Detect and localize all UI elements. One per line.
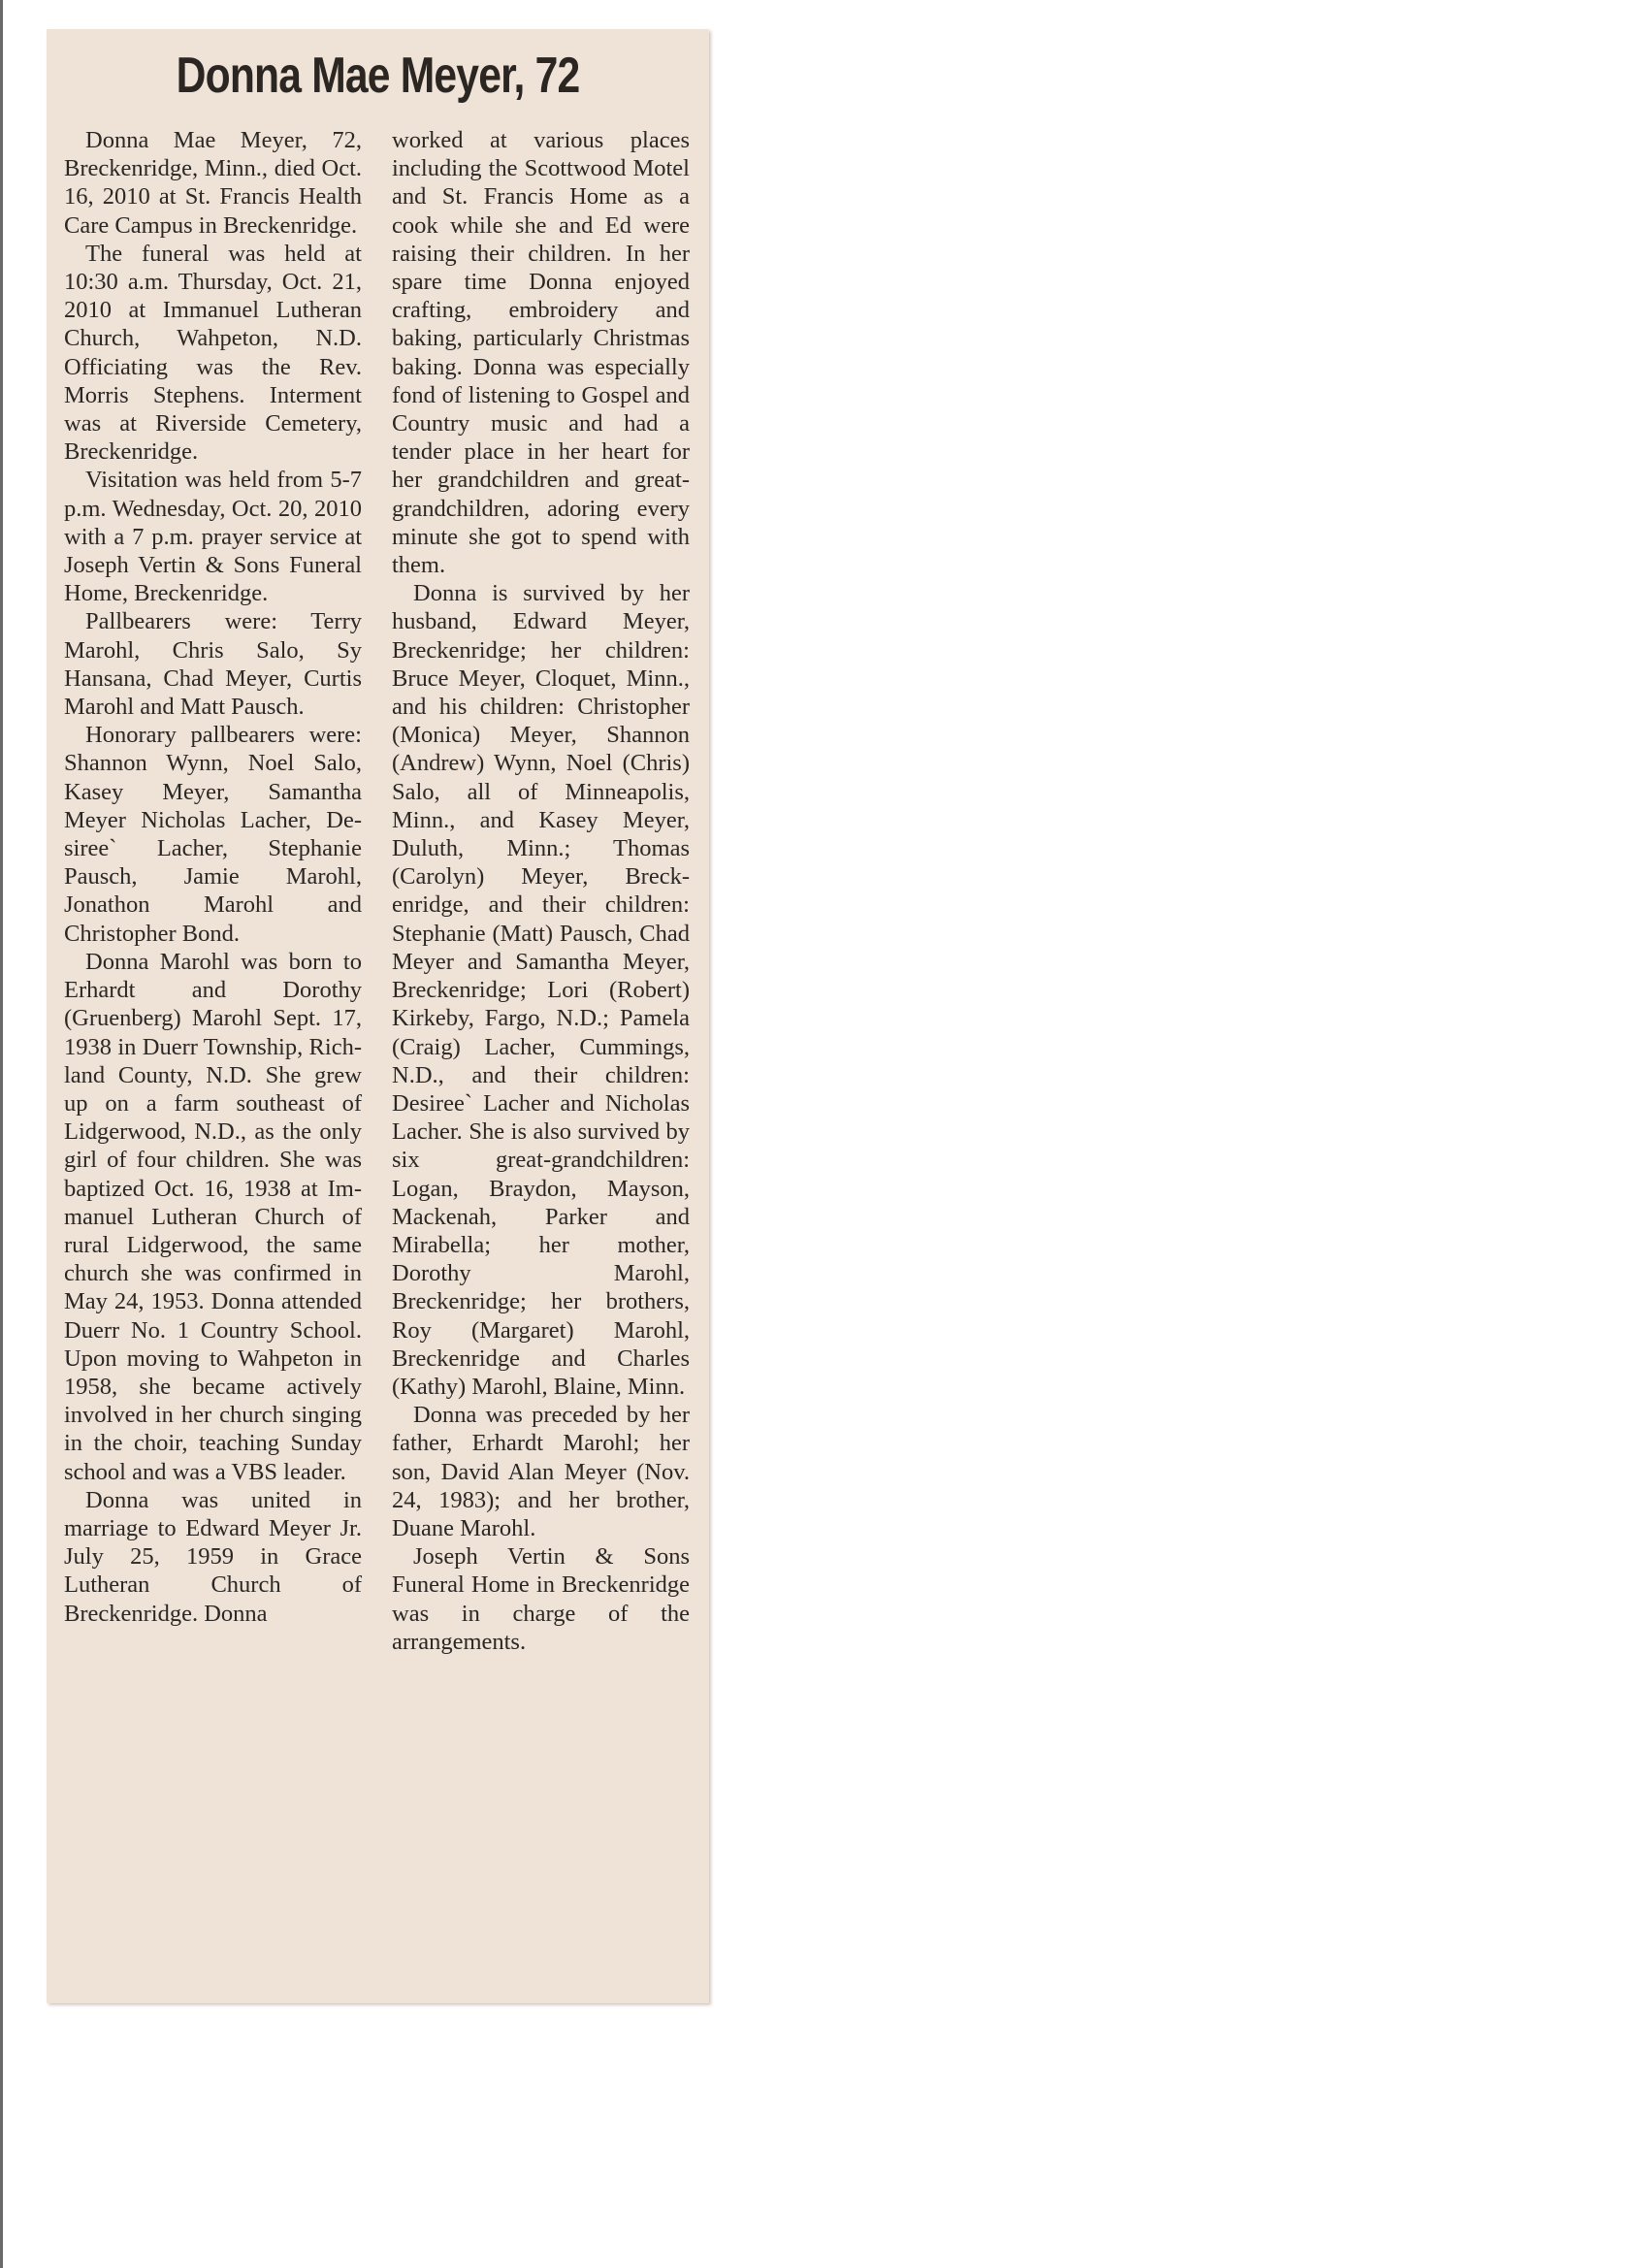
column-left	[64, 126, 362, 1656]
paragraph: Donna Marohl was born to Erhardt and Dorothy (Gruenberg) Marohl Sept. 17, 1938 in Duerr Township, Richland County, N.D. She grew up on a farm southeast of Lidgerwood, N.D., as the only girl of four children. She was baptized Oct. 16, 1938 at Immanuel Lutheran Church of rural Lidgerwood, the same church she was confirmed in May 24, 1953. Donna attended Duerr No. 1 Country School. Upon moving to Wahpeton in 1958, she became actively involved in her church singing in the choir, teaching Sunday school and was a VBS leader.	[64, 948, 362, 1485]
paragraph: Donna is survived by her husband, Edward Meyer, Breckenridge; her children: Bruce Meyer, Cloquet, Minn., and his children: Christopher (Monica) Meyer, Shannon (Andrew) Wynn, Noel (Chris) Salo, all of Minneapolis, Minn., and Kasey Meyer, Duluth, Minn.; Thomas (Carolyn) Meyer, Breckenridge, and their children: Stephanie (Matt) Pausch, Chad Meyer and Samantha Meyer, Breckenridge; Lori (Robert) Kirkeby, Fargo, N.D.; Pamela (Craig) Lacher, Cummings, N.D., and their children: Desiree` Lacher and Nicholas Lacher. She is also survived by six great-grandchildren: Logan, Braydon, Mayson, Mackenah, Parker and Mirabella; her mother, Dorothy Marohl, Breckenridge; her brothers, Roy (Margaret) Marohl, Breckenridge and Charles (Kathy) Marohl, Blaine, Minn.	[392, 580, 690, 1400]
newspaper-clipping	[47, 29, 709, 2003]
text-columns	[47, 126, 709, 1656]
paragraph: Pallbearers were: Terry Marohl, Chris Salo, Sy Hansana, Chad Meyer, Curtis Marohl and Matt Pausch.	[64, 608, 362, 721]
paragraph: Honorary pallbearers were: Shannon Wynn, Noel Salo, Kasey Meyer, Samantha Meyer Nicholas Lacher, Desiree` Lacher, Stephanie Pausch, Jamie Marohl, Jonathon Marohl and Christopher Bond.	[64, 722, 362, 947]
paragraph: Donna was united in marriage to Edward Meyer Jr. July 25, 1959 in Grace Lutheran Church of Breckenridge. Donna	[64, 1486, 362, 1627]
paragraph: Donna Mae Meyer, 72, Breckenridge, Minn., died Oct. 16, 2010 at St. Francis Health Care Campus in Breckenridge.	[64, 127, 362, 239]
paragraph: Visitation was held from 5-7 p.m. Wednesday, Oct. 20, 2010 with a 7 p.m. prayer service at Joseph Vertin & Sons Funeral Home, Breckenridge.	[64, 467, 362, 607]
paragraph-continued: worked at various places including the Scottwood Motel and St. Francis Home as a cook while she and Ed were raising their children. In her spare time Donna enjoyed crafting, embroidery and baking, particularly Christmas baking. Donna was especially fond of listening to Gospel and Country music and had a tender place in her heart for her grandchildren and great-grandchildren, adoring every minute she got to spend with them.	[392, 127, 690, 579]
column-right	[392, 126, 690, 1656]
scan-edge	[0, 0, 3, 2268]
paragraph: Donna was preceded by her father, Erhardt Marohl; her son, David Alan Meyer (Nov. 24, 1983); and her brother, Duane Marohl.	[392, 1402, 690, 1541]
paragraph: The funeral was held at 10:30 a.m. Thursday, Oct. 21, 2010 at Immanuel Lutheran Church, Wahpeton, N.D. Officiating was the Rev. Morris Stephens. Interment was at Riverside Cemetery, Breckenridge.	[64, 240, 362, 466]
obituary-headline: Donna Mae Meyer, 72	[176, 48, 580, 104]
paragraph: Joseph Vertin & Sons Funeral Home in Breckenridge was in charge of the arrangements.	[392, 1543, 690, 1655]
